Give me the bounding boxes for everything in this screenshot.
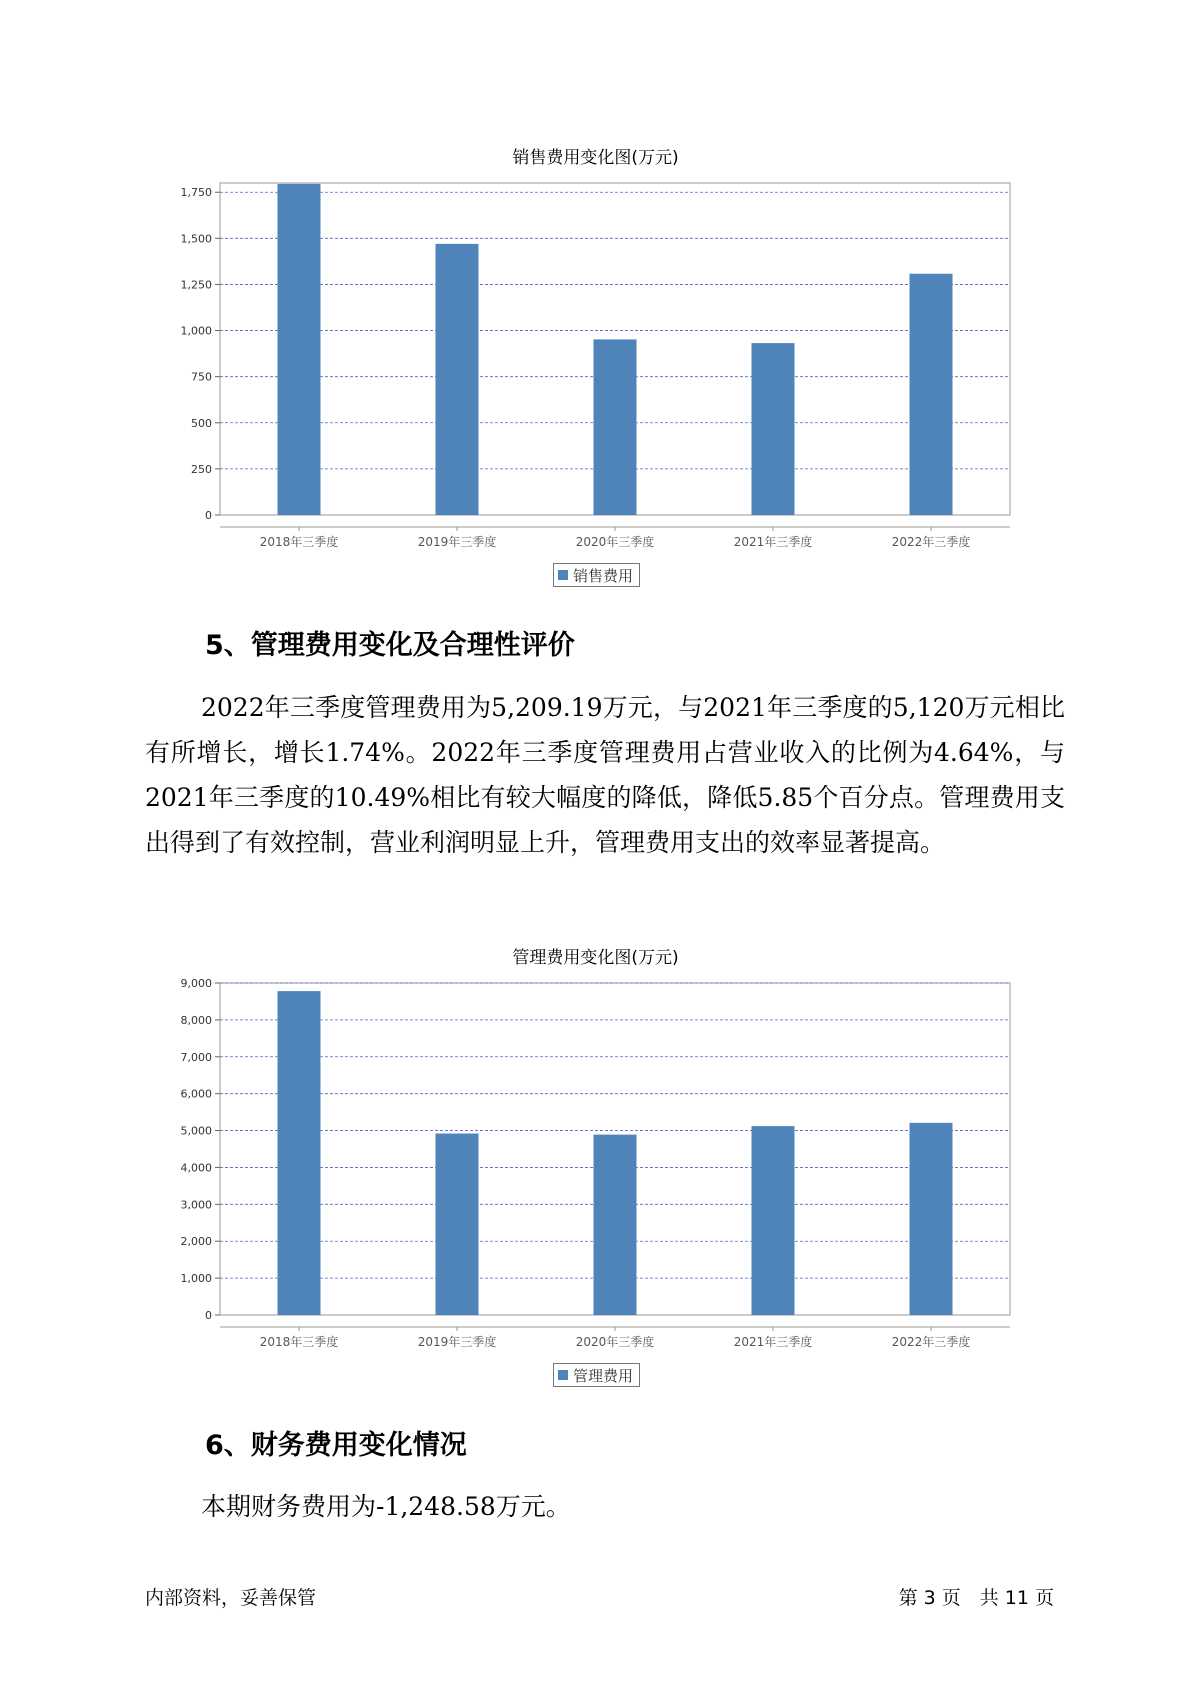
section-paragraph: 本期财务费用为-1,248.58万元。 [201, 1492, 571, 1521]
sales-chart-plot [0, 143, 1191, 563]
legend-label: 管理费用 [573, 1366, 634, 1385]
x-tick-label: 2022年三季度 [891, 1335, 971, 1349]
chart-title: 管理费用变化图(万元) [512, 948, 679, 968]
section-heading: 5、管理费用变化及合理性评价 [205, 630, 575, 661]
bar [910, 1123, 953, 1315]
bar [278, 184, 321, 515]
y-tick-label: 9,000 [180, 977, 212, 990]
legend-swatch [558, 570, 568, 580]
x-tick-label: 2018年三季度 [259, 535, 339, 549]
bar [594, 1135, 637, 1315]
footer-note: 内部资料，妥善保管 [145, 1587, 317, 1609]
bar [752, 343, 795, 515]
page-number: 第 3 页 共 11 页 [898, 1587, 1054, 1609]
x-tick-label: 2021年三季度 [733, 1335, 813, 1349]
y-tick-label: 2,000 [180, 1235, 212, 1249]
y-tick-label: 250 [191, 462, 212, 476]
y-tick-label: 3,000 [180, 1198, 212, 1212]
section-heading: 6、财务费用变化情况 [205, 1430, 467, 1461]
y-tick-label: 0 [205, 1309, 212, 1322]
x-tick-label: 2019年三季度 [417, 535, 497, 549]
bar [910, 274, 953, 515]
y-tick-label: 1,500 [180, 232, 212, 246]
y-tick-label: 7,000 [180, 1050, 212, 1064]
bar [436, 1134, 479, 1315]
chart-title: 销售费用变化图(万元) [512, 148, 679, 168]
management-chart [0, 943, 1191, 1403]
x-tick-label: 2020年三季度 [575, 535, 655, 549]
y-tick-label: 6,000 [180, 1087, 212, 1101]
y-tick-label: 0 [205, 509, 212, 522]
management-chart-plot [0, 943, 1191, 1363]
y-tick-label: 1,750 [180, 186, 212, 200]
bar [752, 1126, 795, 1315]
x-tick-label: 2020年三季度 [575, 1335, 655, 1349]
y-tick-label: 1,000 [180, 1272, 212, 1286]
x-tick-label: 2018年三季度 [259, 1335, 339, 1349]
y-tick-label: 5,000 [180, 1124, 212, 1138]
legend-label: 销售费用 [573, 566, 634, 585]
y-tick-label: 4,000 [180, 1161, 212, 1175]
legend-swatch [558, 1370, 568, 1380]
bar [436, 244, 479, 515]
chart-legend [553, 1363, 640, 1387]
x-tick-label: 2019年三季度 [417, 1335, 497, 1349]
sales-chart [0, 143, 1191, 603]
x-tick-label: 2022年三季度 [891, 535, 971, 549]
y-tick-label: 8,000 [180, 1013, 212, 1027]
y-tick-label: 500 [191, 416, 212, 430]
chart-legend [553, 563, 640, 587]
y-tick-label: 1,250 [180, 278, 212, 292]
y-tick-label: 750 [191, 370, 212, 384]
x-tick-label: 2021年三季度 [733, 535, 813, 549]
section-paragraph: 2022年三季度管理费用为5,209.19万元，与2021年三季度的5,120万元相比有所增长，增长1.74%。2022年三季度管理费用占营业收入的比例为4.64%，与2021年三季度的10.49%相比有较大幅度的降低，降低5.85个百分点。管理费用支出得到了有效控制，营业利润明显上升，管理费用支出的效率显著提高。 [145, 693, 1065, 857]
bar [278, 991, 321, 1315]
y-tick-label: 1,000 [180, 324, 212, 338]
bar [594, 339, 637, 515]
